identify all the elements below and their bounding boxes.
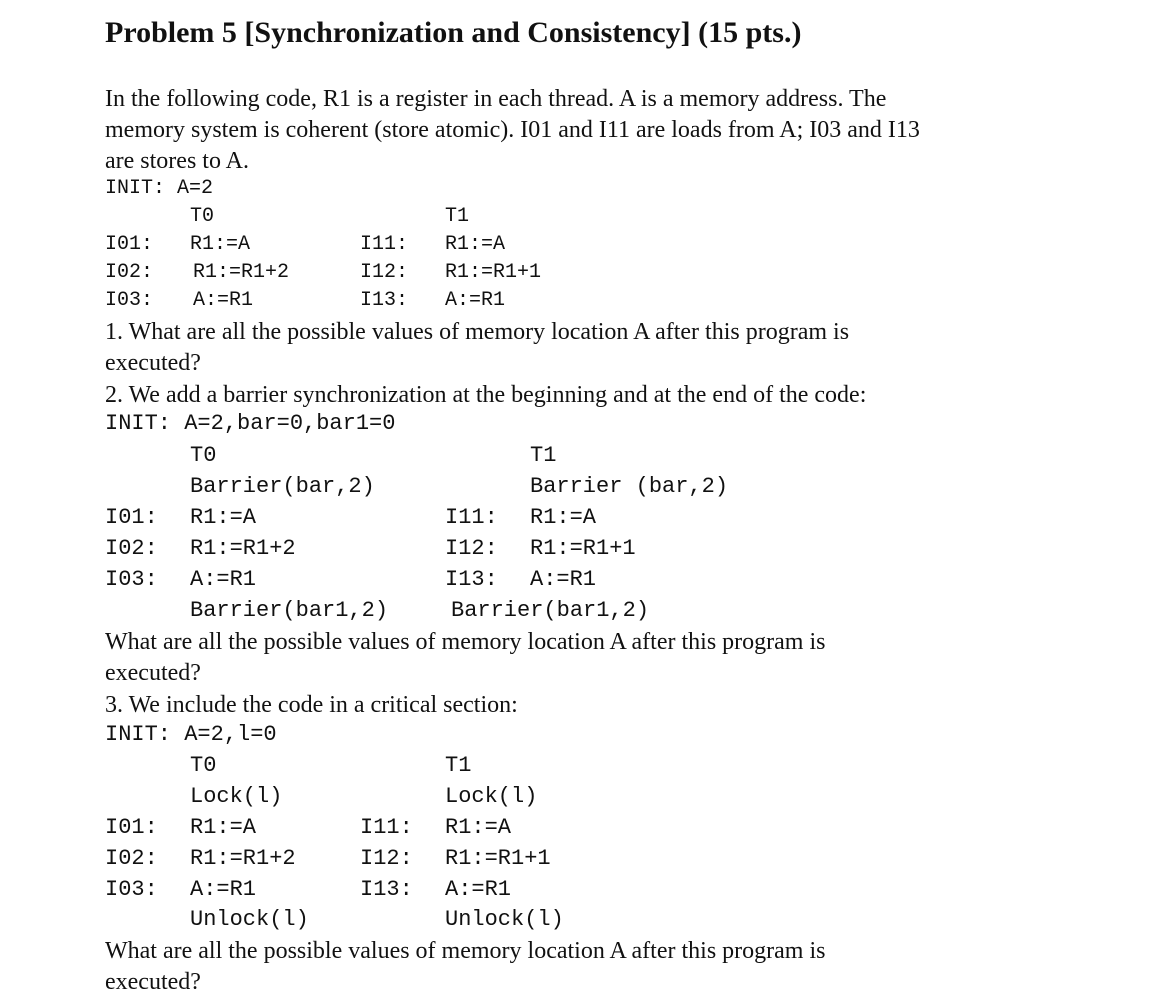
part2-question-line-2: executed?: [105, 660, 201, 686]
part2-label-i02: I02:: [105, 536, 158, 561]
part3-label-i01: I01:: [105, 815, 158, 840]
part3-label-i11: I11:: [360, 815, 413, 840]
part3-t0-unlock: Unlock(l): [190, 907, 309, 932]
part2-question-line-1: What are all the possible values of memory location A after this program is: [105, 629, 826, 655]
part3-t1-header: T1: [445, 753, 472, 778]
part1-label-i02: I02:: [105, 261, 154, 284]
part1-init: INIT: A=2: [105, 177, 214, 200]
part2-t0-header: T0: [190, 443, 217, 468]
part2-code-i11: R1:=A: [530, 505, 597, 530]
part3-intro: 3. We include the code in a critical section:: [105, 692, 518, 718]
part1-label-i01: I01:: [105, 233, 154, 256]
part1-code-i02: R1:=R1+2: [193, 261, 290, 284]
part1-label-i03: I03:: [105, 289, 154, 312]
intro-line-2: memory system is coherent (store atomic). I01 and I11 are loads from A; I03 and I13: [105, 117, 920, 143]
part1-t0-header: T0: [190, 205, 215, 228]
part3-question-line-1: What are all the possible values of memory location A after this program is: [105, 938, 826, 964]
part2-label-i12: I12:: [445, 536, 498, 561]
part3-label-i13: I13:: [360, 877, 413, 902]
part2-code-i03: A:=R1: [190, 567, 257, 592]
part2-t0-barrier-start: Barrier(bar,2): [190, 474, 375, 499]
part2-label-i01: I01:: [105, 505, 158, 530]
intro-line-3: are stores to A.: [105, 148, 249, 174]
part3-label-i02: I02:: [105, 846, 158, 871]
part2-init: INIT: A=2,bar=0,bar1=0: [105, 411, 396, 436]
part3-code-i01: R1:=A: [190, 815, 257, 840]
problem-title: Problem 5 [Synchronization and Consistency] (15 pts.): [105, 16, 802, 49]
intro-line-1: In the following code, R1 is a register in each thread. A is a memory address. The: [105, 86, 887, 112]
part3-t1-unlock: Unlock(l): [445, 907, 564, 932]
part2-t1-barrier-start: Barrier (bar,2): [530, 474, 729, 499]
part3-code-i11: R1:=A: [445, 815, 512, 840]
part1-code-i01: R1:=A: [190, 233, 251, 256]
part3-t0-lock: Lock(l): [190, 784, 283, 809]
part3-t1-lock: Lock(l): [445, 784, 538, 809]
part3-code-i03: A:=R1: [190, 877, 257, 902]
part3-code-i02: R1:=R1+2: [190, 846, 296, 871]
part2-t0-barrier-end: Barrier(bar1,2): [190, 598, 389, 623]
part2-code-i13: A:=R1: [530, 567, 597, 592]
part1-code-i12: R1:=R1+1: [445, 261, 542, 284]
part2-label-i11: I11:: [445, 505, 498, 530]
part1-question-line-1: 1. What are all the possible values of memory location A after this program is: [105, 319, 850, 345]
part1-code-i13: A:=R1: [445, 289, 506, 312]
part1-label-i13: I13:: [360, 289, 409, 312]
part2-code-i02: R1:=R1+2: [190, 536, 296, 561]
part3-label-i12: I12:: [360, 846, 413, 871]
part1-label-i12: I12:: [360, 261, 409, 284]
part2-code-i12: R1:=R1+1: [530, 536, 636, 561]
part3-question-line-2: executed?: [105, 969, 201, 995]
part2-code-i01: R1:=A: [190, 505, 257, 530]
part2-label-i13: I13:: [445, 567, 498, 592]
part1-label-i11: I11:: [360, 233, 409, 256]
part3-code-i13: A:=R1: [445, 877, 512, 902]
part1-code-i03: A:=R1: [193, 289, 254, 312]
part3-label-i03: I03:: [105, 877, 158, 902]
part1-question-line-2: executed?: [105, 350, 201, 376]
part2-t1-barrier-end: Barrier(bar1,2): [451, 598, 650, 623]
part3-code-i12: R1:=R1+1: [445, 846, 551, 871]
part2-intro: 2. We add a barrier synchronization at the beginning and at the end of the code:: [105, 382, 867, 408]
part3-init: INIT: A=2,l=0: [105, 722, 277, 747]
part2-label-i03: I03:: [105, 567, 158, 592]
part3-t0-header: T0: [190, 753, 217, 778]
part2-t1-header: T1: [530, 443, 557, 468]
part1-t1-header: T1: [445, 205, 470, 228]
part1-code-i11: R1:=A: [445, 233, 506, 256]
